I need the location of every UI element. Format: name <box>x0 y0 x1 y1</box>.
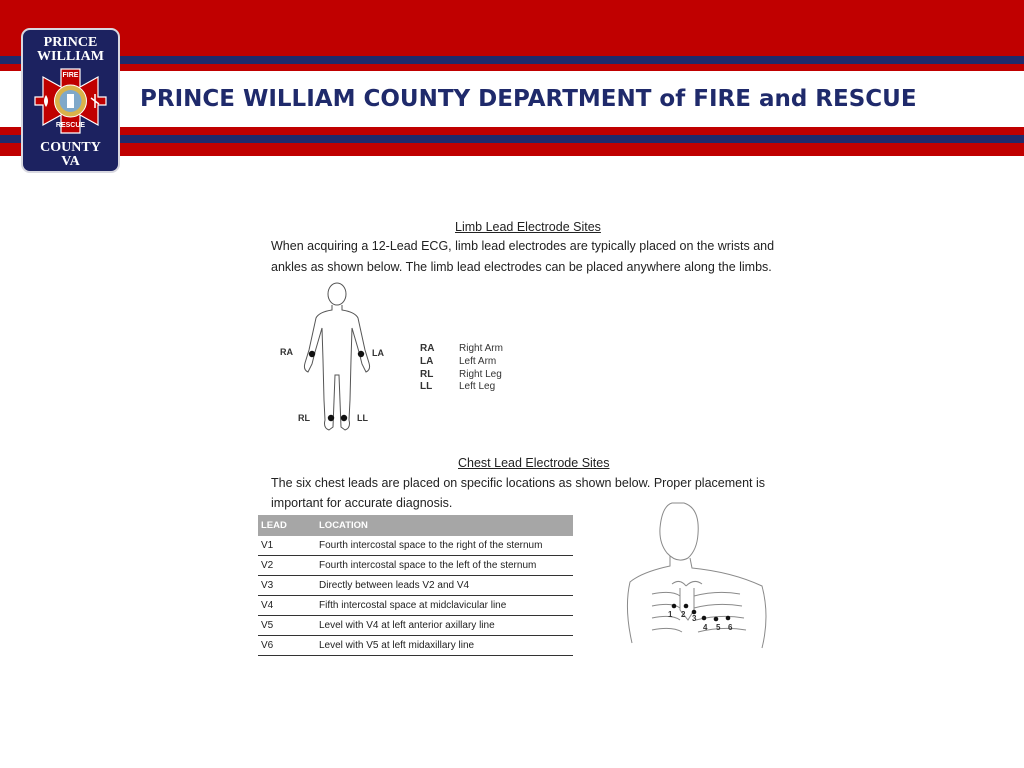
figure-label-rl: RL <box>298 413 310 423</box>
logo-text-line: VA <box>61 154 80 169</box>
page-title: PRINCE WILLIAM COUNTY DEPARTMENT of FIRE and RESCUE <box>140 86 917 112</box>
figure-label-la: LA <box>372 348 384 358</box>
county-logo <box>21 28 120 173</box>
location-cell: Fourth intercostal space to the left of the sternum <box>316 556 573 576</box>
legend-row <box>420 356 496 367</box>
limb-section-text: ankles as shown below. The limb lead electrodes can be placed anywhere along the limbs. <box>271 260 772 274</box>
location-cell: Fifth intercostal space at midclavicular line <box>316 596 573 616</box>
legend-name: Right Arm <box>459 343 503 354</box>
location-cell: Level with V4 at left anterior axillary line <box>316 616 573 636</box>
legend-row <box>420 381 495 392</box>
logo-text-line: COUNTY <box>40 140 101 155</box>
header-red-band <box>0 0 1024 56</box>
column-header-lead: LEAD <box>258 515 316 536</box>
chest-number: 1 <box>668 610 673 619</box>
table-row <box>258 596 573 616</box>
legend-row <box>420 343 503 354</box>
logo-text-line: WILLIAM <box>37 49 104 64</box>
chest-section-text: The six chest leads are placed on specific locations as shown below. Proper placement is <box>271 476 766 490</box>
lead-cell: V6 <box>258 636 316 656</box>
limb-section-text: When acquiring a 12-Lead ECG, limb lead electrodes are typically placed on the wrists and <box>271 239 775 253</box>
chest-section-title: Chest Lead Electrode Sites <box>458 456 610 470</box>
legend-name: Left Leg <box>459 381 496 392</box>
header-red-stripe <box>0 64 1024 71</box>
header-navy-stripe <box>0 56 1024 64</box>
legend-abbr: RL <box>420 369 434 380</box>
lead-cell: V2 <box>258 556 316 576</box>
legend-row <box>420 369 502 380</box>
chest-number: 6 <box>728 623 733 632</box>
column-header-location: LOCATION <box>316 515 573 536</box>
figure-label-ll: LL <box>357 413 368 423</box>
header-navy-stripe-lower <box>0 135 1024 143</box>
chest-section-text: important for accurate diagnosis. <box>271 496 453 510</box>
chest-number: 3 <box>692 614 697 623</box>
chest-figure <box>622 498 772 658</box>
legend-name: Right Leg <box>459 369 502 380</box>
chest-number: 4 <box>703 623 708 632</box>
chest-number: 5 <box>716 623 721 632</box>
table-row <box>258 576 573 596</box>
lead-cell: V4 <box>258 596 316 616</box>
header-red-stripe-lower <box>0 127 1024 135</box>
header-red-band-lower <box>0 140 1024 156</box>
chest-lead-table <box>258 515 573 656</box>
legend-abbr: LL <box>420 381 433 392</box>
chest-number: 2 <box>681 610 686 619</box>
location-cell: Directly between leads V2 and V4 <box>316 576 573 596</box>
table-header-row <box>258 515 573 536</box>
figure-label-ra: RA <box>280 347 293 357</box>
logo-badge-bottom: RESCUE <box>55 122 86 129</box>
table-row <box>258 556 573 576</box>
table-row <box>258 616 573 636</box>
lead-cell: V1 <box>258 536 316 556</box>
table-row <box>258 536 573 556</box>
table-row <box>258 636 573 656</box>
legend-name: Left Arm <box>459 356 497 367</box>
legend-abbr: LA <box>420 356 434 367</box>
logo-text-line: PRINCE <box>43 35 98 50</box>
logo-badge-top: FIRE <box>62 72 79 79</box>
lead-cell: V5 <box>258 616 316 636</box>
legend-abbr: RA <box>420 343 435 354</box>
location-cell: Fourth intercostal space to the right of the sternum <box>316 536 573 556</box>
location-cell: Level with V5 at left midaxillary line <box>316 636 573 656</box>
limb-section-title: Limb Lead Electrode Sites <box>455 220 601 234</box>
lead-cell: V3 <box>258 576 316 596</box>
